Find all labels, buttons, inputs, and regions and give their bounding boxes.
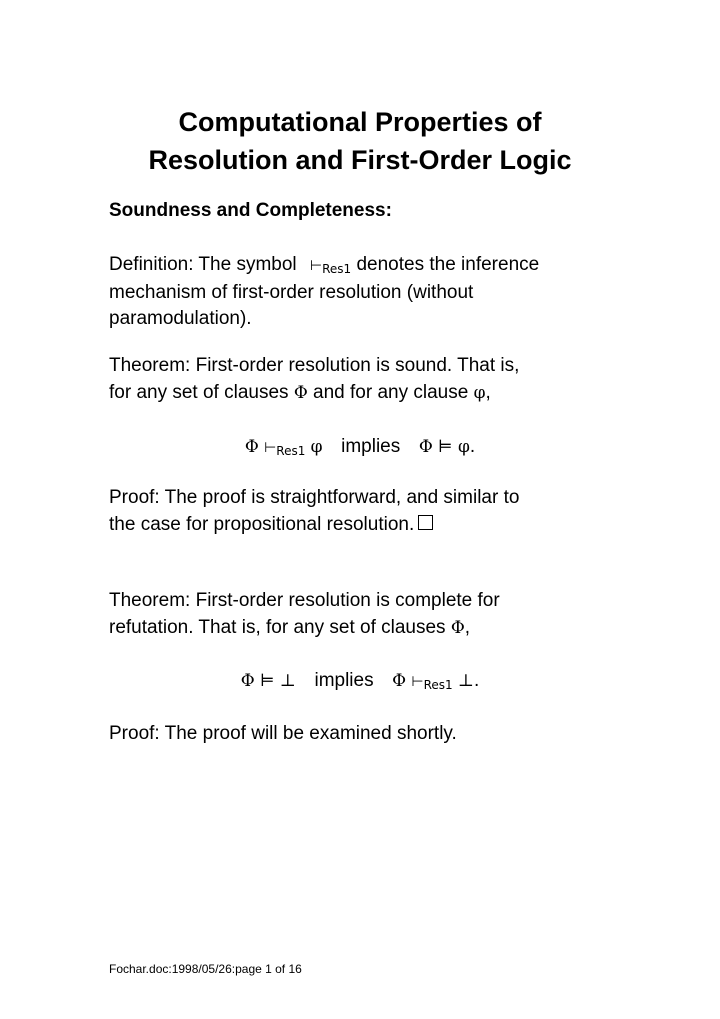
formula1-Phi2: Φ (418, 437, 433, 457)
formula2-Phi: Φ (240, 671, 255, 691)
soundness-formula (0, 436, 720, 458)
proof-soundness (109, 485, 629, 538)
res1-subscript: Res1 (322, 262, 352, 276)
formula1-turnstile: ⊢ (264, 440, 277, 456)
formula2-Phi2: Φ (392, 671, 407, 691)
phi-clause-symbol: φ (473, 382, 486, 403)
page-footer: Fochar.doc:1998/05/26:page 1 of 16 (109, 962, 302, 976)
formula2-turnstile: ⊢ (411, 674, 424, 690)
theorem2-Phi: Φ (450, 617, 465, 638)
definition-prefix: Definition: The symbol (109, 254, 297, 275)
formula1-subscript: Res1 (276, 444, 306, 458)
definition-paragraph (109, 252, 629, 333)
definition-line-3: paramodulation). (109, 308, 252, 329)
theorem-soundness (109, 353, 629, 406)
theorem1-text-b: and for any clause (313, 381, 469, 403)
formula1-implies: implies (341, 436, 401, 457)
formula2-bottom2: ⊥ (457, 671, 474, 691)
proof1-line-1: Proof: The proof is straightforward, and similar to (109, 487, 520, 508)
turnstile-symbol: ⊢ (309, 258, 323, 274)
theorem2-line-2 (109, 615, 629, 642)
definition-suffix: denotes the inference (356, 254, 540, 275)
theorem1-line-1: Theorem: First-order resolution is sound. That is, (109, 355, 520, 376)
formula2-period: . (473, 670, 480, 691)
section-heading: Soundness and Completeness: (109, 200, 392, 221)
theorem2-line-1: Theorem: First-order resolution is complete for (109, 590, 500, 611)
theorem1-comma: , (485, 381, 491, 403)
theorem1-line-2 (109, 380, 629, 407)
formula1-phi: φ (310, 437, 323, 457)
title-line-2: Resolution and First-Order Logic (148, 145, 572, 175)
phi-set-symbol: Φ (293, 382, 308, 403)
definition-line-1 (109, 252, 629, 280)
qed-box-icon (418, 515, 433, 530)
formula1-models: ⊨ (438, 437, 453, 457)
formula1-phi2: φ (457, 437, 470, 457)
formula2-implies: implies (314, 670, 374, 691)
proof-completeness (109, 721, 629, 748)
title-line-1: Computational Properties of (178, 107, 542, 137)
formula2-models: ⊨ (260, 671, 275, 691)
formula1-Phi: Φ (244, 437, 259, 457)
theorem2-comma: , (464, 616, 471, 638)
theorem-completeness (109, 588, 629, 641)
proof1-line-2 (109, 512, 629, 539)
page-title (0, 103, 720, 179)
definition-line-2: mechanism of first-order resolution (without (109, 281, 474, 303)
theorem1-text-a: for any set of clauses (109, 381, 289, 403)
formula2-subscript: Res1 (423, 678, 453, 692)
theorem2-text: refutation. That is, for any set of clauses (109, 616, 446, 638)
formula2-bottom: ⊥ (279, 671, 296, 691)
completeness-formula (0, 670, 720, 692)
proof2-line: Proof: The proof will be examined shortly. (109, 723, 457, 744)
proof1-text: the case for propositional resolution. (109, 513, 415, 535)
formula1-period: . (469, 436, 476, 457)
